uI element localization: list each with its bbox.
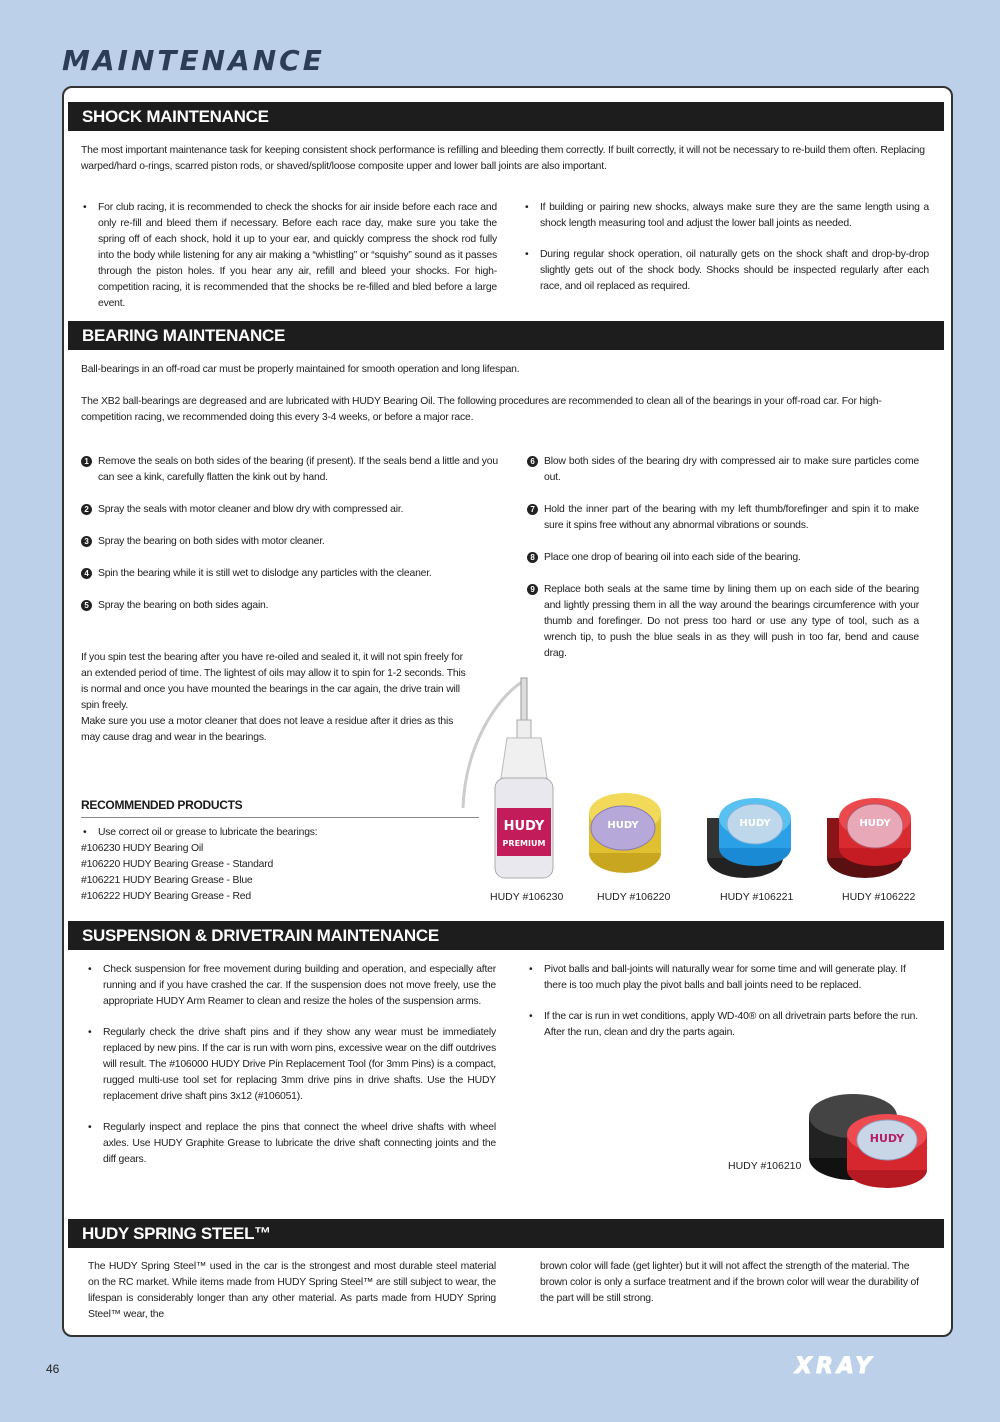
bearing-steps-left xyxy=(81,454,501,630)
jar-label: HUDY xyxy=(859,818,891,829)
step-number: 3 xyxy=(81,536,92,547)
shock-left-list xyxy=(81,200,497,327)
grease-blue-jar xyxy=(707,798,791,878)
rec-item: #106222 HUDY Bearing Grease - Red xyxy=(81,891,251,902)
graphite-grease-image xyxy=(805,1078,935,1190)
bearing-heading: BEARING MAINTENANCE xyxy=(68,321,944,350)
suspension-heading: SUSPENSION & DRIVETRAIN MAINTENANCE xyxy=(68,921,944,950)
step-item xyxy=(527,502,919,534)
step-number: 6 xyxy=(527,456,538,467)
bearing-products-image xyxy=(455,668,940,890)
bearing-note-1: If you spin test the bearing after you have re-oiled and sealed it, it will not spin freely for an extended period of time. The lightest of oils may allow it to spin for 1-2 seconds. This is normal and once you have mounted the bearings in the car again, the drive train will spin freely. xyxy=(81,652,466,711)
step-item xyxy=(527,582,919,662)
bearing-intro-2: The XB2 ball-bearings are degreased and are lubricated with HUDY Bearing Oil. The following procedures are recommended to clean all of the bearings in your off-road car. For high-competition racing, we recommended doing this every 3-4 weeks, or before a major race. xyxy=(81,396,882,423)
step-text: Hold the inner part of the bearing with my left thumb/forefinger and spin it to make sure it spins free without any abnormal vibrations or sounds. xyxy=(544,504,919,531)
list-item: • For club racing, it is recommended to check the shocks for air inside before each race and only re-fill and bleed them if necessary. Before each race day, make sure you take the spring off of each shock, hold it up to your ear, and quickly compress the shock rod fully into the body while listening for any air making a “whistling” or “squishy” sound as it passes through the piston holes. If you hear any air, refill and bleed your shocks. For high-competition racing, it is recommended that the shocks be re-filled and bled before a large event. xyxy=(81,200,497,312)
step-item xyxy=(81,566,501,582)
list-item: • Check suspension for free movement during building and operation, and especially after running and if you have crashed the car. If the suspension does not move freely, use the appropriate HUDY Arm Reamer to clean and resize the holes of the suspension arms. xyxy=(86,962,496,1010)
suspension-right-list xyxy=(527,962,919,1056)
step-number: 5 xyxy=(81,600,92,611)
divider xyxy=(81,817,479,818)
step-item xyxy=(527,454,919,486)
list-item: • Pivot balls and ball-joints will naturally wear for some time and will generate play. If there is too much play the pivot balls and ball joints need to be replaced. xyxy=(527,962,919,994)
spring-steel-left-text: The HUDY Spring Steel™ used in the car is the strongest and most durable steel material on the RC market. While items made from HUDY Spring Steel™ are still subject to wear, the lifespan is considerably longer than any other material. As parts made from HUDY Spring Steel™ wear, the xyxy=(88,1261,496,1320)
step-text: Remove the seals on both sides of the bearing (if present). If the seals bend a little and you can see a kink, carefully flatten the kink out by hand. xyxy=(98,456,498,483)
recommended-products-title: RECOMMENDED PRODUCTS xyxy=(81,798,243,812)
xray-logo: XRAY xyxy=(795,1354,876,1379)
shock-right-list xyxy=(523,200,929,310)
step-number: 1 xyxy=(81,456,92,467)
jar-label: HUDY xyxy=(739,818,771,829)
spring-steel-heading: HUDY SPRING STEEL™ xyxy=(68,1219,944,1248)
jar-label: HUDY xyxy=(607,820,639,831)
suspension-left-list xyxy=(86,962,496,1183)
shock-heading: SHOCK MAINTENANCE xyxy=(68,102,944,131)
step-number: 4 xyxy=(81,568,92,579)
product-caption: HUDY #106221 xyxy=(720,891,794,903)
rec-item: #106230 HUDY Bearing Oil xyxy=(81,843,204,854)
bottle-label-brand: HUDY xyxy=(503,819,545,834)
step-text: Blow both sides of the bearing dry with compressed air to make sure particles come out. xyxy=(544,456,919,483)
page-number: 46 xyxy=(46,1362,60,1376)
bearing-oil-bottle xyxy=(463,678,553,878)
spring-steel-right-text: brown color will fade (get lighter) but it will not affect the strength of the material. The brown color is only a surface treatment and if the brown color will wear the durability of the part will be still strong. xyxy=(540,1261,919,1304)
bearing-intro-1: Ball-bearings in an off-road car must be properly maintained for smooth operation and long lifespan. xyxy=(81,364,520,375)
step-number: 8 xyxy=(527,552,538,563)
step-text: Replace both seals at the same time by lining them up on each side of the bearing and lightly pressing them in all the way around the bearings circumference with your thumb and forefinger. Do not press too hard or use any type of tool, such as a wrench tip, to push the blue seals in as they will push in too far, bend and cause drag. xyxy=(544,584,919,659)
product-caption: HUDY #106230 xyxy=(490,891,564,903)
shock-intro: The most important maintenance task for keeping consistent shock performance is refilling and bleeding them correctly. If built correctly, it will not be necessary to re-build them often. Replacing warped/hard o-rings, scarred piston rods, or shaved/split/loose composite upper and lower ball joints are also important. xyxy=(81,145,925,172)
grease-standard-jar xyxy=(589,793,661,873)
step-text: Spray the bearing on both sides again. xyxy=(98,600,269,611)
step-number: 7 xyxy=(527,504,538,515)
rec-item: #106220 HUDY Bearing Grease - Standard xyxy=(81,859,274,870)
rec-item: #106221 HUDY Bearing Grease - Blue xyxy=(81,875,253,886)
step-item xyxy=(81,598,501,614)
step-text: Spray the seals with motor cleaner and blow dry with compressed air. xyxy=(98,504,404,515)
step-item xyxy=(81,534,501,550)
recommended-products-list xyxy=(81,825,461,905)
rec-bullet: • Use correct oil or grease to lubricate the bearings: xyxy=(83,827,318,838)
bearing-steps-right xyxy=(527,454,919,678)
list-item: • If building or pairing new shocks, always make sure they are the same length using a shock length measuring tool and adjust the lower ball joints as needed. xyxy=(523,200,929,232)
step-text: Spin the bearing while it is still wet to dislodge any particles with the cleaner. xyxy=(98,568,432,579)
step-number: 2 xyxy=(81,504,92,515)
list-item: • Regularly check the drive shaft pins and if they show any wear must be immediately replaced by new pins. If the car is run with worn pins, excessive wear on the diff outdrives will result. The #106000 HUDY Drive Pin Replacement Tool (for 3mm Pins) is a compact, rugged multi-use tool set for replacing 3mm drive pins in drive shafts. Use the HUDY replacement drive shaft pins 3x12 (#106051). xyxy=(86,1025,496,1105)
list-item: • If the car is run in wet conditions, apply WD-40® on all drivetrain parts before the run. After the run, clean and dry the parts again. xyxy=(527,1009,919,1041)
page-title: MAINTENANCE xyxy=(62,44,325,77)
jar-label: HUDY xyxy=(869,1132,905,1145)
step-item xyxy=(81,502,501,518)
step-number: 9 xyxy=(527,584,538,595)
step-text: Place one drop of bearing oil into each side of the bearing. xyxy=(544,552,801,563)
step-item xyxy=(527,550,919,566)
step-item xyxy=(81,454,501,486)
bottle-label-sub: PREMIUM xyxy=(502,839,546,848)
product-caption: HUDY #106222 xyxy=(842,891,916,903)
list-item: • Regularly inspect and replace the pins that connect the wheel drive shafts with wheel axles. Use HUDY Graphite Grease to lubricate the drive shaft connecting joints and the diff gears. xyxy=(86,1120,496,1168)
rec-bullet-text: Use correct oil or grease to lubricate the bearings: xyxy=(98,827,318,838)
step-text: Spray the bearing on both sides with motor cleaner. xyxy=(98,536,325,547)
grease-red-jar xyxy=(827,798,911,878)
product-caption: HUDY #106210 xyxy=(728,1160,802,1172)
product-caption: HUDY #106220 xyxy=(597,891,671,903)
list-item: • During regular shock operation, oil naturally gets on the shock shaft and drop-by-drop slightly gets out of the shock body. Shocks should be inspected regularly after each race, and oil replaced as required. xyxy=(523,247,929,295)
bearing-note-2: Make sure you use a motor cleaner that does not leave a residue after it dries as this may cause drag and wear in the bearings. xyxy=(81,716,454,743)
